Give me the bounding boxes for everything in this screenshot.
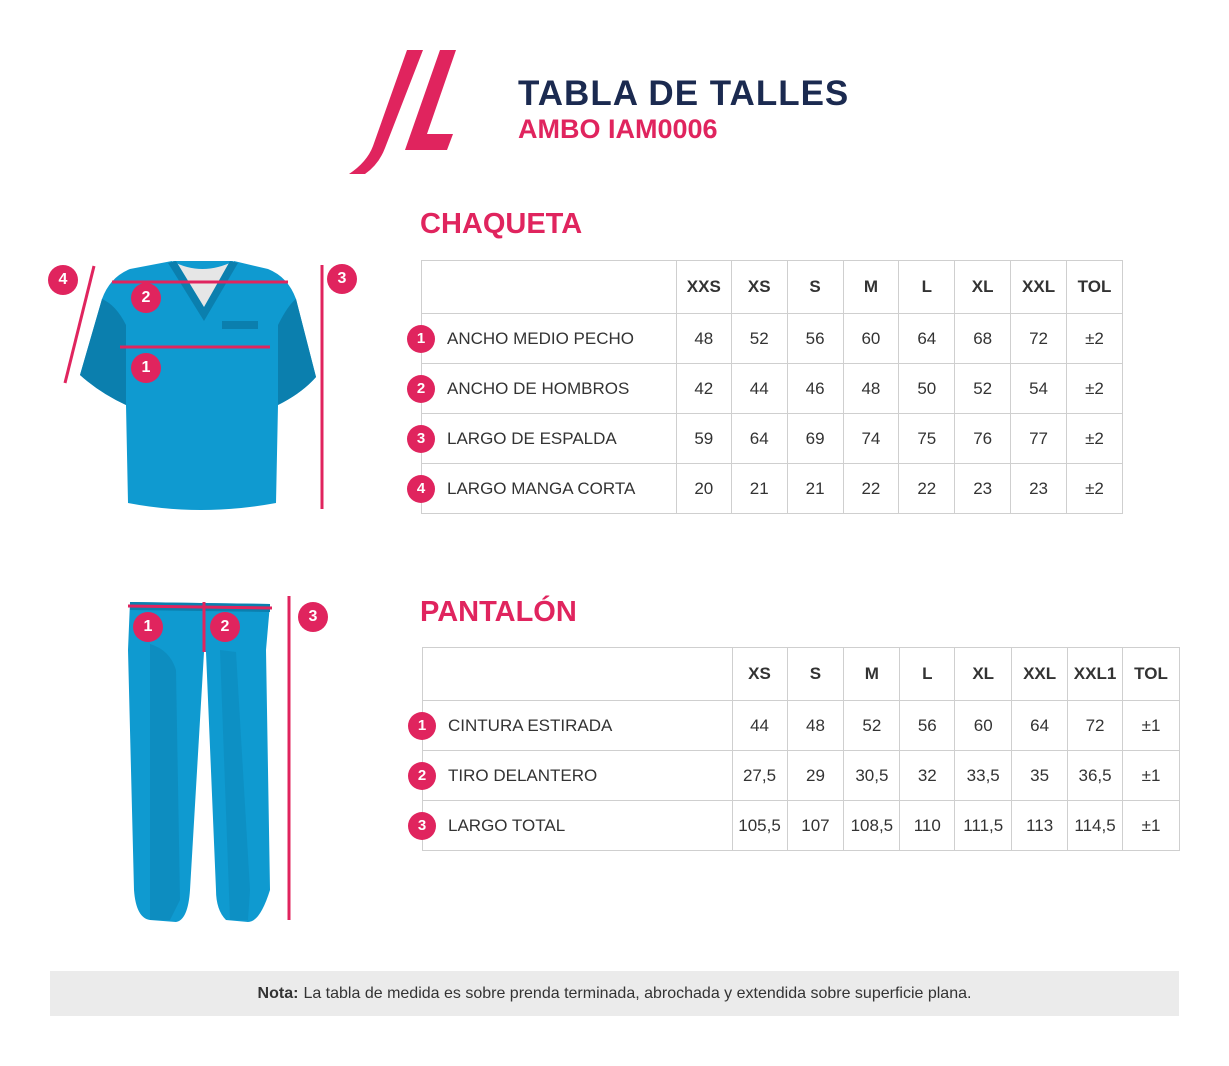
size-header: XXS — [676, 261, 731, 314]
page-title: TABLA DE TALLES — [518, 74, 850, 113]
table-cell: 77 — [1011, 414, 1067, 464]
table-cell: 48 — [843, 364, 899, 414]
row-label: LARGO MANGA CORTA — [447, 478, 636, 498]
figure-marker-2: 2 — [131, 283, 161, 313]
header-blank — [423, 648, 733, 701]
tol-cell: ±1 — [1123, 801, 1180, 851]
table-cell: 64 — [899, 314, 955, 364]
size-header: XXL — [1012, 648, 1068, 701]
table-cell: 29 — [787, 751, 844, 801]
table-row — [423, 751, 1180, 801]
table-cell: 36,5 — [1068, 751, 1123, 801]
row-label: ANCHO MEDIO PECHO — [447, 328, 635, 348]
table-cell: 52 — [731, 314, 787, 364]
row-number-badge: 1 — [408, 712, 436, 740]
table-header-row — [422, 261, 1123, 314]
page-subtitle: AMBO IAM0006 — [518, 114, 718, 144]
table-cell: 114,5 — [1068, 801, 1123, 851]
table-row — [422, 364, 1123, 414]
table-cell: 56 — [900, 701, 955, 751]
table-cell: 23 — [955, 464, 1011, 514]
table-cell: 113 — [1012, 801, 1068, 851]
row-label: LARGO DE ESPALDA — [447, 428, 617, 448]
size-header: XS — [732, 648, 787, 701]
size-header: S — [787, 648, 844, 701]
table-cell: 111,5 — [955, 801, 1012, 851]
row-number-badge: 3 — [407, 425, 435, 453]
row-number-badge: 4 — [407, 475, 435, 503]
row-number-badge: 2 — [408, 762, 436, 790]
size-header: L — [900, 648, 955, 701]
figure-marker-1: 1 — [131, 353, 161, 383]
table-cell: 20 — [676, 464, 731, 514]
table-cell: 30,5 — [844, 751, 900, 801]
table-cell: 76 — [955, 414, 1011, 464]
size-header: XL — [955, 261, 1011, 314]
table-header-row — [423, 648, 1180, 701]
table-cell: 44 — [732, 701, 787, 751]
size-header: XS — [731, 261, 787, 314]
tol-cell: ±2 — [1067, 414, 1123, 464]
table-cell: 42 — [676, 364, 731, 414]
row-number-badge: 1 — [407, 325, 435, 353]
table-cell: 33,5 — [955, 751, 1012, 801]
table-cell: 48 — [787, 701, 844, 751]
table-cell: 59 — [676, 414, 731, 464]
table-cell: 52 — [955, 364, 1011, 414]
table-cell: 27,5 — [732, 751, 787, 801]
table-cell: 23 — [1011, 464, 1067, 514]
table-cell: 50 — [899, 364, 955, 414]
table-cell: 105,5 — [732, 801, 787, 851]
size-header: L — [899, 261, 955, 314]
table-cell: 48 — [676, 314, 731, 364]
row-label: CINTURA ESTIRADA — [448, 715, 613, 735]
table-cell: 74 — [843, 414, 899, 464]
table-cell: 107 — [787, 801, 844, 851]
table-cell: 69 — [787, 414, 843, 464]
chaqueta-size-table — [416, 260, 1123, 514]
figure-marker-1: 1 — [133, 612, 163, 642]
size-header: M — [844, 648, 900, 701]
table-cell: 22 — [843, 464, 899, 514]
table-cell: 32 — [900, 751, 955, 801]
note-label: Nota: — [257, 984, 299, 1002]
size-header: XXL1 — [1068, 648, 1123, 701]
table-cell: 52 — [844, 701, 900, 751]
row-label: TIRO DELANTERO — [448, 765, 598, 785]
table-cell: 60 — [843, 314, 899, 364]
figure-marker-4: 4 — [48, 265, 78, 295]
table-cell: 75 — [899, 414, 955, 464]
table-cell: 72 — [1011, 314, 1067, 364]
tol-cell: ±1 — [1123, 751, 1180, 801]
tol-cell: ±2 — [1067, 314, 1123, 364]
row-number-badge: 3 — [408, 812, 436, 840]
size-header: M — [843, 261, 899, 314]
table-cell: 68 — [955, 314, 1011, 364]
table-cell: 72 — [1068, 701, 1123, 751]
table-cell: 46 — [787, 364, 843, 414]
table-cell: 108,5 — [844, 801, 900, 851]
table-cell: 21 — [731, 464, 787, 514]
header-blank — [422, 261, 677, 314]
tol-cell: ±2 — [1067, 464, 1123, 514]
table-cell: 110 — [900, 801, 955, 851]
table-cell: 64 — [731, 414, 787, 464]
pantalon-size-table — [417, 647, 1180, 851]
row-label: ANCHO DE HOMBROS — [447, 378, 630, 398]
table-cell: 35 — [1012, 751, 1068, 801]
table-cell: 44 — [731, 364, 787, 414]
figure-marker-2: 2 — [210, 612, 240, 642]
table-cell: 54 — [1011, 364, 1067, 414]
table-cell: 64 — [1012, 701, 1068, 751]
table-row — [423, 801, 1180, 851]
row-number-badge: 2 — [407, 375, 435, 403]
table-cell: 56 — [787, 314, 843, 364]
tol-header: TOL — [1067, 261, 1123, 314]
chaqueta-title: CHAQUETA — [420, 208, 583, 240]
size-header: XXL — [1011, 261, 1067, 314]
table-cell: 60 — [955, 701, 1012, 751]
pantalon-title: PANTALÓN — [420, 596, 577, 628]
table-row — [422, 414, 1123, 464]
figure-marker-3: 3 — [298, 602, 328, 632]
note-text: La tabla de medida es sobre prenda terminada, abrochada y extendida sobre superficie plana. — [303, 984, 972, 1002]
size-header: S — [787, 261, 843, 314]
table-cell: 22 — [899, 464, 955, 514]
note-bar — [50, 971, 1179, 1016]
table-row — [422, 314, 1123, 364]
tol-cell: ±1 — [1123, 701, 1180, 751]
shirt-illustration — [40, 255, 370, 520]
size-header: XL — [955, 648, 1012, 701]
table-row — [423, 701, 1180, 751]
figure-marker-3: 3 — [327, 264, 357, 294]
table-cell: 21 — [787, 464, 843, 514]
table-row — [422, 464, 1123, 514]
brand-logo — [345, 48, 460, 178]
row-label: LARGO TOTAL — [448, 815, 566, 835]
tol-header: TOL — [1123, 648, 1180, 701]
tol-cell: ±2 — [1067, 364, 1123, 414]
